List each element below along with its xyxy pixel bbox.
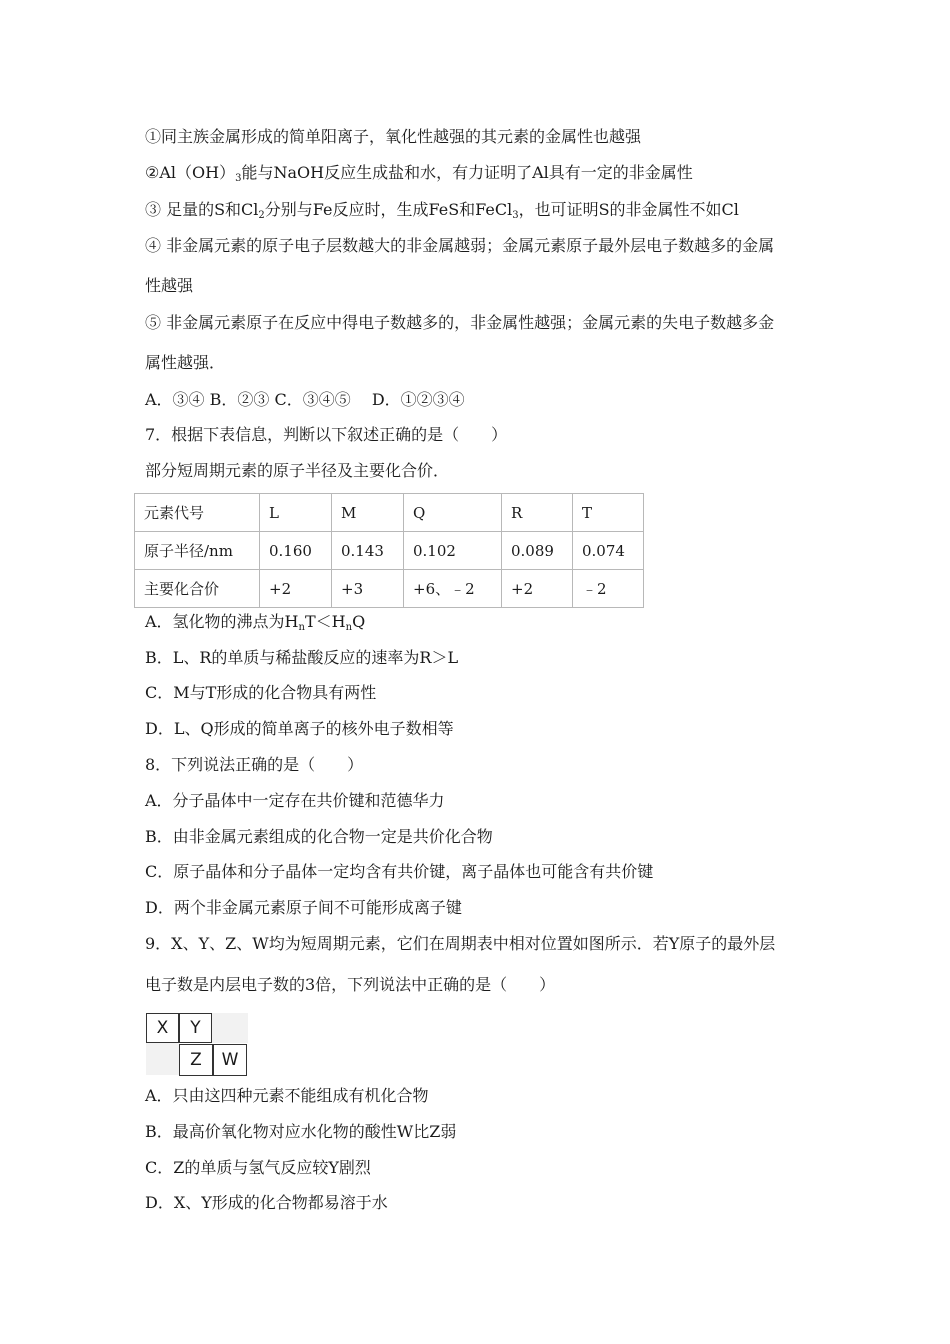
cell-y: Y [179,1013,212,1043]
q7-option-a [145,612,365,632]
element-data-table [134,493,644,608]
q8-option-c: C．原子晶体和分子晶体一定均含有共价键，离子晶体也可能含有共价键 [145,862,654,881]
q7-option-b: B．L、R的单质与稀盐酸反应的速率为R＞L [145,648,459,667]
cell-x: X [146,1013,179,1043]
q7-option-a-sub2: n [345,622,353,633]
q8-option-d: D．两个非金属元素原子间不可能形成离子键 [145,898,462,917]
q9-option-d: D．X、Y形成的化合物都易溶于水 [145,1193,388,1212]
statement-3-sub2: 3 [512,210,519,221]
table-header-row [135,494,644,532]
table-cell: +2 [502,570,573,608]
table-row [135,532,644,570]
q9-stem-line1: 9．X、Y、Z、W均为短周期元素，它们在周期表中相对位置如图所示．若Y原子的最外层 [145,934,776,953]
table-cell: 元素代号 [135,494,260,532]
q7-option-a-mid: T＜H [304,612,346,631]
table-cell: 原子半径/nm [135,532,260,570]
statement-2 [145,163,693,183]
q8-stem: 8．下列说法正确的是（ ） [145,755,364,774]
statement-2-post: 能与NaOH反应生成盐和水，有力证明了Al具有一定的非金属性 [241,163,693,182]
statement-2-pre: ②Al（OH） [145,163,236,182]
statement-3-sub1: 2 [258,210,265,221]
table-cell: 0.143 [332,532,404,570]
table-cell: T [573,494,644,532]
statement-1: ①同主族金属形成的简单阳离子，氧化性越强的其元素的金属性也越强 [145,127,642,146]
q8-option-a: A．分子晶体中一定存在共价键和范德华力 [145,791,445,810]
table-cell: M [332,494,404,532]
table-row [135,570,644,608]
statement-3-c: ，也可证明S的非金属性不如Cl [518,200,739,219]
q7-stem: 7．根据下表信息，判断以下叙述正确的是（ ） [145,425,508,444]
q9-stem-line2: 电子数是内层电子数的3倍，下列说法中正确的是（ ） [145,975,556,994]
statement-3-a: ③ 足量的S和Cl [145,200,259,219]
statement-3 [145,200,739,220]
q7-option-a-pre: A．氢化物的沸点为H [145,612,299,631]
table-cell: +2 [260,570,332,608]
q8-option-b: B．由非金属元素组成的化合物一定是共价化合物 [145,827,493,846]
q7-option-d: D．L、Q形成的简单离子的核外电子数相等 [145,719,454,738]
q7-option-a-post: Q [352,612,366,631]
table-cell: L [260,494,332,532]
diagram-shading [212,1013,248,1043]
table-cell: +3 [332,570,404,608]
statement-4-line1: ④ 非金属元素的原子电子层数越大的非金属越弱；金属元素原子最外层电子数越多的金属 [145,236,775,255]
statement-5-line1: ⑤ 非金属元素原子在反应中得电子数越多的，非金属性越强；金属元素的失电子数越多金 [145,313,775,332]
table-cell: ﹣2 [573,570,644,608]
table-cell: +6、﹣2 [404,570,502,608]
q9-option-a: A．只由这四种元素不能组成有机化合物 [145,1086,429,1105]
statement-4-line2: 性越强 [145,276,194,295]
statement-2-sub: 3 [235,173,242,184]
table-cell: 0.074 [573,532,644,570]
q7-option-a-sub1: n [298,622,305,633]
table-cell: 0.102 [404,532,502,570]
cell-z: Z [179,1044,213,1076]
table-cell: 0.160 [260,532,332,570]
diagram-shading [146,1043,180,1075]
q7-option-c: C．M与T形成的化合物具有两性 [145,683,377,702]
cell-w: W [213,1044,247,1076]
q9-option-b: B．最高价氧化物对应水化物的酸性W比Z弱 [145,1122,457,1141]
q9-option-c: C．Z的单质与氢气反应较Y剧烈 [145,1158,371,1177]
statement-3-b: 分别与Fe反应时，生成FeS和FeCl [264,200,513,219]
q7-table-caption: 部分短周期元素的原子半径及主要化合价． [145,461,450,480]
table-cell: 0.089 [502,532,573,570]
statement-5-line2: 属性越强． [145,353,226,372]
table-cell: 主要化合价 [135,570,260,608]
table-cell: Q [404,494,502,532]
q6-options: A．③④ B．②③ C．③④⑤ D．①②③④ [145,390,465,409]
periodic-position-diagram [146,1013,250,1077]
table-cell: R [502,494,573,532]
